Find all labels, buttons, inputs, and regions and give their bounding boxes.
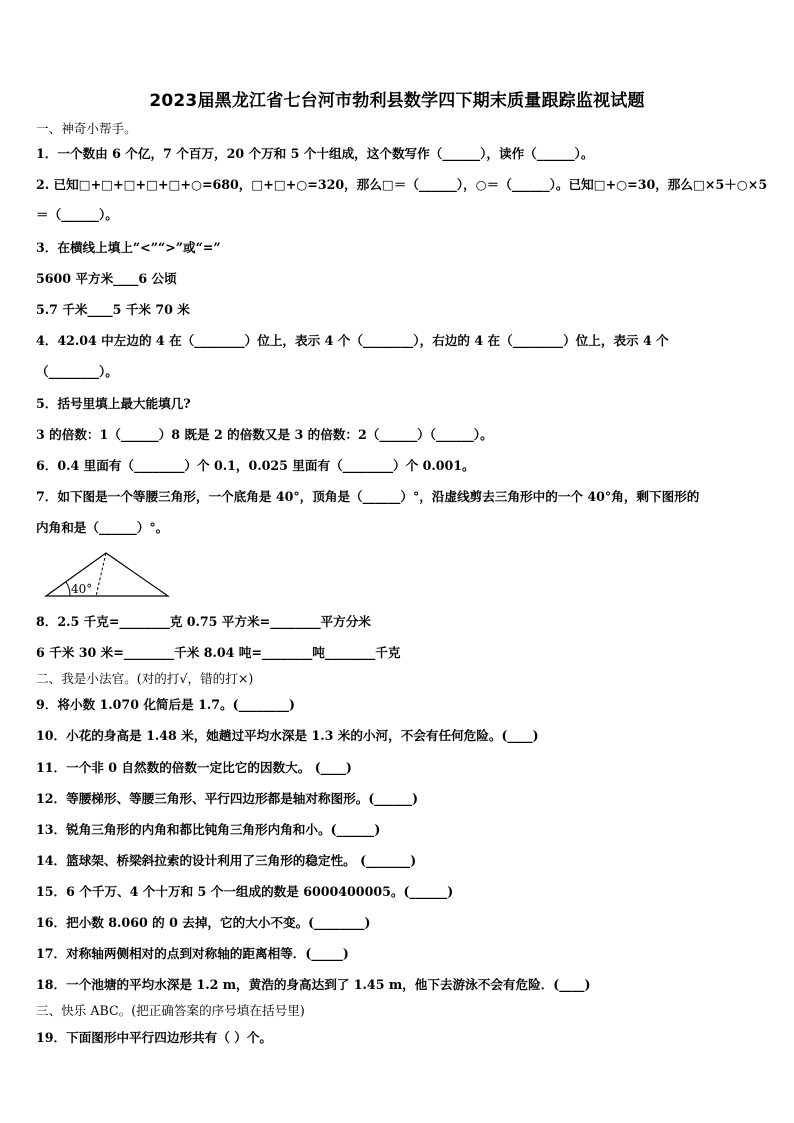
question-3: 3．在横线上填上“<”“>”或“=” <box>36 240 221 255</box>
question-9: 9．将小数 1.070 化简后是 1.7。(________) <box>36 697 295 712</box>
question-1: 1．一个数由 6 个亿，7 个百万，20 个万和 5 个十组成，这个数写作（______），读作（______）。 <box>36 146 594 161</box>
question-3-item-2: 5.7 千米____5 千米 70 米 <box>36 302 190 317</box>
question-12: 12．等腰梯形、等腰三角形、平行四边形都是轴对称图形。(______) <box>36 791 419 806</box>
section-heading-1: 一、神奇小帮手。 <box>36 121 137 136</box>
question-14: 14．篮球架、桥梁斜拉索的设计利用了三角形的稳定性。 (_______) <box>36 853 417 868</box>
question-8-cont: 6 千米 30 米=________千米 8.04 吨=________吨________千克 <box>36 645 401 660</box>
page-title: 2023届黑龙江省七台河市勃利县数学四下期末质量跟踪监视试题 <box>149 91 645 111</box>
question-4: 4．42.04 中左边的 4 在（________）位上，表示 4 个（________），右边的 4 在（________）位上，表示 4 个 <box>36 333 669 348</box>
question-13: 13．锐角三角形的内角和都比钝角三角形内角和小。(______) <box>36 822 381 837</box>
question-2-cont: ＝（______）。 <box>36 207 118 222</box>
question-8: 8．2.5 千克=________克 0.75 平方米=________平方分米 <box>36 614 371 629</box>
question-4-cont: （________）。 <box>36 364 118 379</box>
question-19: 19．下面图形中平行四边形共有（ ）个。 <box>36 1030 273 1045</box>
question-7: 7．如下图是一个等腰三角形，一个底角是 40°，顶角是（______）°，沿虚线剪去三角形中的一个 40°角，剩下图形的 <box>36 489 700 504</box>
angle-label: 40° <box>71 582 93 596</box>
question-10: 10．小花的身高是 1.48 米，她趟过平均水深是 1.3 米的小河，不会有任何危险。(____) <box>36 728 539 743</box>
question-7-cont: 内角和是（______）°。 <box>36 520 169 535</box>
question-18: 18．一个池塘的平均水深是 1.2 m，黄浩的身高达到了 1.45 m，他下去游泳不会有危险．(____) <box>36 977 591 992</box>
section-heading-2: 二、我是小法官。(对的打√，错的打×) <box>36 671 254 686</box>
question-2: 2. 已知□+□+□+□+□+○=680，□+□+○=320，那么□＝（______），○＝（______）。已知□+○=30，那么□×5＋○×5 <box>36 177 768 192</box>
isosceles-triangle-figure <box>44 550 170 600</box>
question-16: 16．把小数 8.060 的 0 去掉，它的大小不变。(________) <box>36 915 371 930</box>
question-3-item-1: 5600 平方米____6 公顷 <box>36 271 177 286</box>
question-6: 6．0.4 里面有（________）个 0.1，0.025 里面有（________）个 0.001。 <box>36 458 475 473</box>
section-heading-3: 三、快乐 ABC。(把正确答案的序号填在括号里) <box>36 1003 305 1018</box>
question-15: 15．6 个千万、4 个十万和 5 个一组成的数是 6000400005。(______) <box>36 884 454 899</box>
question-5-items: 3 的倍数：1（______）8 既是 2 的倍数又是 3 的倍数：2（______）（______）。 <box>36 427 493 442</box>
question-17: 17．对称轴两侧相对的点到对称轴的距离相等．(_____) <box>36 946 349 961</box>
question-11: 11．一个非 0 自然数的倍数一定比它的因数大。 (____) <box>36 760 352 775</box>
question-5: 5．括号里填上最大能填几? <box>36 396 191 411</box>
